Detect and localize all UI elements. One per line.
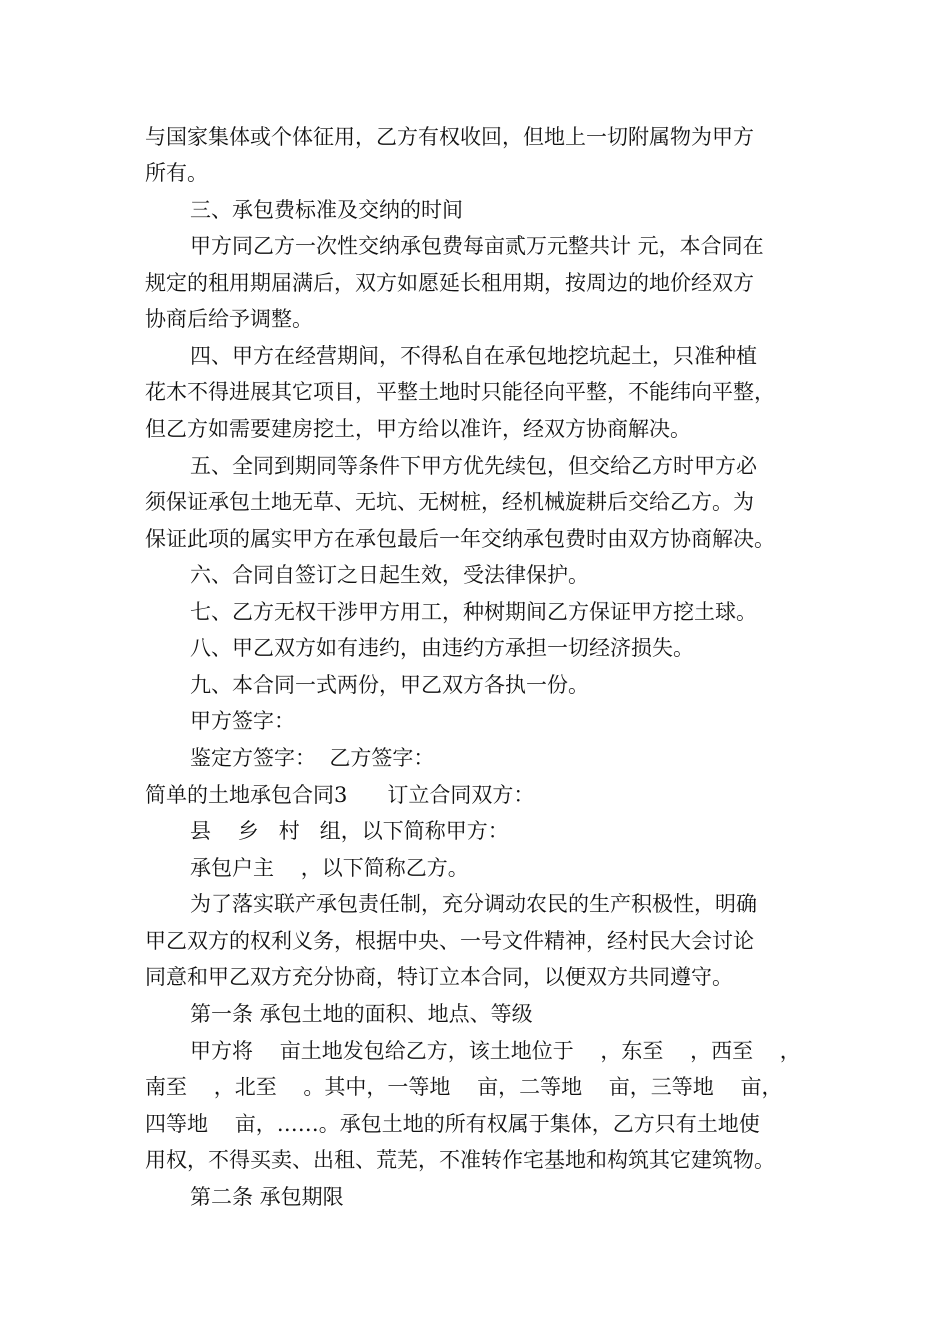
paragraph-line: 六、合同自签订之日起生效，受法律保护。 xyxy=(190,563,589,587)
paragraph-line: 四等地 亩，……。承包土地的所有权属于集体，乙方只有土地使 xyxy=(145,1112,760,1136)
party-line: 县 乡 村 组，以下简称甲方： xyxy=(190,819,509,843)
paragraph-line: 八、甲乙双方如有违约，由违约方承担一切经济损失。 xyxy=(190,636,694,660)
paragraph-line: 规定的租用期届满后，双方如愿延长租用期，按周边的地价经双方 xyxy=(145,271,754,295)
paragraph-line: 甲方同乙方一次性交纳承包费每亩贰万元整共计 元，本合同在 xyxy=(190,234,764,258)
paragraph-line: 为了落实联产承包责任制，充分调动农民的生产积极性，明确 xyxy=(190,892,757,916)
paragraph-line: 花木不得进展其它项目，平整土地时只能径向平整，不能纬向平整， xyxy=(145,380,775,404)
paragraph-line: 南至 ，北至 。其中，一等地 亩，二等地 亩，三等地 亩， xyxy=(145,1075,783,1099)
paragraph-line: 须保证承包土地无草、无坑、无树桩，经机械旋耕后交给乙方。为 xyxy=(145,490,754,514)
paragraph-line: 用权，不得买卖、出租、荒芜，不准转作宅基地和构筑其它建筑物。 xyxy=(145,1148,775,1172)
contract-title: 简单的土地承包合同3 订立合同双方： xyxy=(145,783,535,807)
paragraph-line: 四、甲方在经营期间，不得私自在承包地挖坑起土，只准种植 xyxy=(190,344,757,368)
party-line: 承包户主 ，以下简称乙方。 xyxy=(190,856,469,880)
paragraph-line: 甲方将 亩土地发包给乙方，该土地位于 ，东至 ，西至 ， xyxy=(190,1039,801,1063)
paragraph-line: 甲乙双方的权利义务，根据中央、一号文件精神，经村民大会讨论 xyxy=(145,929,754,953)
paragraph-line: 与国家集体或个体征用，乙方有权收回，但地上一切附属物为甲方 xyxy=(145,125,754,149)
article-heading: 第一条 承包土地的面积、地点、等级 xyxy=(190,1002,533,1026)
paragraph-line: 九、本合同一式两份，甲乙双方各执一份。 xyxy=(190,673,589,697)
section-heading: 三、承包费标准及交纳的时间 xyxy=(190,198,463,222)
paragraph-line: 但乙方如需要建房挖土，甲方给以准许，经双方协商解决。 xyxy=(145,417,691,441)
paragraph-line: 保证此项的属实甲方在承包最后一年交纳承包费时由双方协商解决。 xyxy=(145,527,775,551)
paragraph-line: 七、乙方无权干涉甲方用工，种树期间乙方保证甲方挖土球。 xyxy=(190,600,757,624)
signature-line: 甲方签字： xyxy=(190,709,295,733)
paragraph-line: 五、全同到期同等条件下甲方优先续包，但交给乙方时甲方必 xyxy=(190,454,757,478)
article-heading: 第二条 承包期限 xyxy=(190,1185,344,1209)
signature-line: 鉴定方签字： 乙方签字： xyxy=(190,746,435,770)
paragraph-line: 协商后给予调整。 xyxy=(145,307,313,331)
paragraph-line: 同意和甲乙双方充分协商，特订立本合同，以便双方共同遵守。 xyxy=(145,965,733,989)
paragraph-line: 所有。 xyxy=(145,161,208,185)
